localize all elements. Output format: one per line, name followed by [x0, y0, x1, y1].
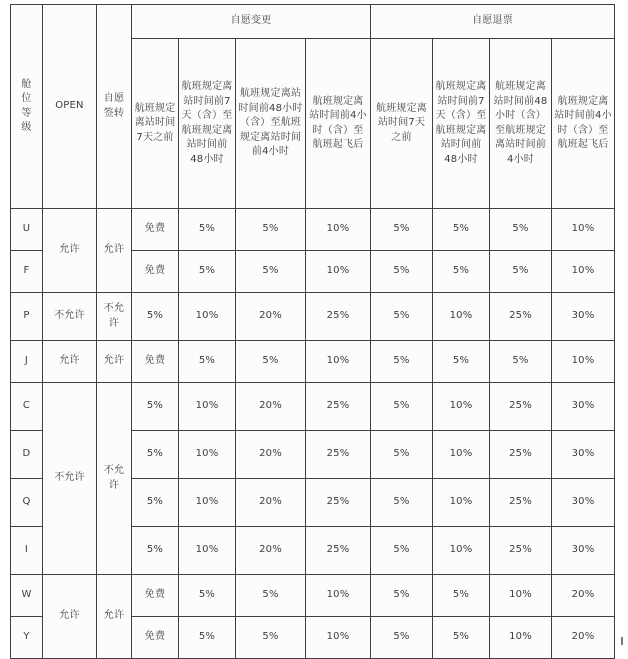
- cell-refund-fee-4: 20%: [552, 575, 615, 617]
- header-open: OPEN: [43, 5, 97, 209]
- header-transfer-l1: 自愿: [103, 93, 125, 104]
- cell-class-code: P: [11, 293, 43, 341]
- cell-class-code: C: [11, 383, 43, 431]
- cell-change-fee-2: 10%: [179, 479, 236, 527]
- table-header: [11, 5, 615, 209]
- header-transfer: [97, 5, 132, 209]
- cell-refund-fee-1: 5%: [371, 383, 433, 431]
- header-change-col-3: 航班规定离站时间前48小时（含）至航班规定离站时间前4小时: [236, 39, 306, 209]
- cell-open-permission: 允许: [43, 209, 97, 293]
- cell-refund-fee-3: 25%: [490, 479, 552, 527]
- cell-open-permission: 不允许: [43, 293, 97, 341]
- cell-change-fee-2: 10%: [179, 383, 236, 431]
- cell-change-fee-1: 免费: [132, 617, 179, 659]
- cell-refund-fee-3: 25%: [490, 431, 552, 479]
- cell-class-code: Q: [11, 479, 43, 527]
- cell-change-fee-4: 25%: [306, 527, 371, 575]
- header-class-level-c2: 位: [21, 93, 32, 104]
- header-row-groups: [11, 5, 615, 39]
- table-body: [11, 209, 615, 659]
- table-row: [11, 383, 615, 431]
- cell-change-fee-3: 5%: [236, 209, 306, 251]
- cell-change-fee-4: 25%: [306, 479, 371, 527]
- cell-change-fee-2: 5%: [179, 251, 236, 293]
- cell-refund-fee-3: 5%: [490, 209, 552, 251]
- cell-change-fee-3: 5%: [236, 251, 306, 293]
- cell-change-fee-1: 免费: [132, 251, 179, 293]
- cell-class-code: U: [11, 209, 43, 251]
- cell-change-fee-3: 5%: [236, 341, 306, 383]
- cell-refund-fee-4: 30%: [552, 479, 615, 527]
- header-change-col-1: 航班规定离站时间7天之前: [132, 39, 179, 209]
- cell-transfer-permission: 允许: [97, 341, 132, 383]
- cell-open-permission: 允许: [43, 341, 97, 383]
- cell-change-fee-3: 20%: [236, 479, 306, 527]
- cell-refund-fee-1: 5%: [371, 575, 433, 617]
- header-refund-col-1: 航班规定离站时间7天之前: [371, 39, 433, 209]
- cell-change-fee-2: 5%: [179, 617, 236, 659]
- cell-change-fee-1: 免费: [132, 341, 179, 383]
- cell-refund-fee-4: 20%: [552, 617, 615, 659]
- cell-change-fee-1: 5%: [132, 293, 179, 341]
- cell-change-fee-1: 5%: [132, 383, 179, 431]
- header-refund-col-2: 航班规定离站时间前7天（含）至航班规定离站时间前48小时: [433, 39, 490, 209]
- cell-refund-fee-4: 10%: [552, 209, 615, 251]
- cell-class-code: D: [11, 431, 43, 479]
- header-class-level-c1: 舱: [21, 78, 32, 90]
- cell-change-fee-2: 5%: [179, 341, 236, 383]
- cell-refund-fee-3: 5%: [490, 341, 552, 383]
- cell-change-fee-1: 5%: [132, 479, 179, 527]
- cell-refund-fee-4: 30%: [552, 527, 615, 575]
- header-change-col-4: 航班规定离站时间前4小时（含）至航班起飞后: [306, 39, 371, 209]
- cell-refund-fee-1: 5%: [371, 617, 433, 659]
- cell-refund-fee-3: 10%: [490, 575, 552, 617]
- cell-change-fee-1: 免费: [132, 575, 179, 617]
- cell-change-fee-2: 10%: [179, 527, 236, 575]
- cell-change-fee-2: 10%: [179, 431, 236, 479]
- cell-class-code: I: [11, 527, 43, 575]
- cell-refund-fee-1: 5%: [371, 479, 433, 527]
- cell-change-fee-2: 5%: [179, 209, 236, 251]
- cell-refund-fee-2: 5%: [433, 209, 490, 251]
- cell-change-fee-3: 20%: [236, 431, 306, 479]
- header-refund-col-4: 航班规定离站时间前4小时（含）至航班起飞后: [552, 39, 615, 209]
- cell-refund-fee-4: 10%: [552, 251, 615, 293]
- cell-change-fee-4: 10%: [306, 341, 371, 383]
- cell-refund-fee-3: 5%: [490, 251, 552, 293]
- cell-refund-fee-2: 5%: [433, 341, 490, 383]
- cell-change-fee-4: 10%: [306, 575, 371, 617]
- header-group-change: 自愿变更: [132, 5, 371, 39]
- cell-transfer-permission: 允许: [97, 209, 132, 293]
- cell-refund-fee-4: 30%: [552, 293, 615, 341]
- cell-refund-fee-1: 5%: [371, 431, 433, 479]
- cell-refund-fee-3: 25%: [490, 293, 552, 341]
- cell-refund-fee-2: 5%: [433, 251, 490, 293]
- cell-refund-fee-2: 5%: [433, 617, 490, 659]
- cell-refund-fee-3: 25%: [490, 527, 552, 575]
- cell-change-fee-2: 10%: [179, 293, 236, 341]
- header-transfer-l2: 签转: [103, 107, 125, 119]
- table-row: [11, 575, 615, 617]
- table-row: [11, 209, 615, 251]
- header-refund-col-3: 航班规定离站时间前48小时（含）至航班规定离站时间前4小时: [490, 39, 552, 209]
- header-change-col-2: 航班规定离站时间前7天（含）至航班规定离站时间前48小时: [179, 39, 236, 209]
- cell-class-code: J: [11, 341, 43, 383]
- fare-rules-table: [10, 4, 615, 659]
- cell-change-fee-3: 5%: [236, 575, 306, 617]
- cell-change-fee-4: 25%: [306, 431, 371, 479]
- cell-change-fee-2: 5%: [179, 575, 236, 617]
- cell-change-fee-4: 25%: [306, 293, 371, 341]
- cell-refund-fee-2: 10%: [433, 479, 490, 527]
- page-edge-tick: [621, 637, 623, 645]
- cell-refund-fee-3: 10%: [490, 617, 552, 659]
- cell-refund-fee-1: 5%: [371, 209, 433, 251]
- cell-refund-fee-2: 10%: [433, 527, 490, 575]
- table-row: [11, 293, 615, 341]
- cell-refund-fee-4: 30%: [552, 431, 615, 479]
- cell-refund-fee-2: 10%: [433, 293, 490, 341]
- header-class-level-c4: 级: [21, 122, 32, 133]
- cell-refund-fee-3: 25%: [490, 383, 552, 431]
- cell-change-fee-1: 免费: [132, 209, 179, 251]
- header-class-level: [11, 5, 43, 209]
- cell-transfer-permission: 允许: [97, 575, 132, 659]
- cell-refund-fee-4: 30%: [552, 383, 615, 431]
- cell-open-permission: 允许: [43, 575, 97, 659]
- cell-open-permission: 不允许: [43, 383, 97, 575]
- cell-change-fee-1: 5%: [132, 527, 179, 575]
- cell-change-fee-3: 20%: [236, 383, 306, 431]
- cell-change-fee-3: 5%: [236, 617, 306, 659]
- cell-class-code: Y: [11, 617, 43, 659]
- cell-refund-fee-1: 5%: [371, 251, 433, 293]
- cell-refund-fee-1: 5%: [371, 341, 433, 383]
- cell-refund-fee-2: 10%: [433, 431, 490, 479]
- cell-transfer-permission: 不允许: [97, 293, 132, 341]
- cell-change-fee-3: 20%: [236, 293, 306, 341]
- cell-change-fee-4: 10%: [306, 251, 371, 293]
- cell-change-fee-4: 10%: [306, 209, 371, 251]
- cell-class-code: W: [11, 575, 43, 617]
- cell-change-fee-4: 10%: [306, 617, 371, 659]
- cell-change-fee-1: 5%: [132, 431, 179, 479]
- fare-rules-sheet: [0, 4, 628, 645]
- cell-class-code: F: [11, 251, 43, 293]
- cell-refund-fee-1: 5%: [371, 527, 433, 575]
- cell-refund-fee-2: 10%: [433, 383, 490, 431]
- cell-refund-fee-4: 10%: [552, 341, 615, 383]
- header-group-refund: 自愿退票: [371, 5, 615, 39]
- header-class-level-c3: 等: [21, 107, 32, 119]
- table-row: [11, 341, 615, 383]
- cell-refund-fee-1: 5%: [371, 293, 433, 341]
- cell-transfer-permission: 不允许: [97, 383, 132, 575]
- cell-change-fee-4: 25%: [306, 383, 371, 431]
- cell-refund-fee-2: 5%: [433, 575, 490, 617]
- cell-change-fee-3: 20%: [236, 527, 306, 575]
